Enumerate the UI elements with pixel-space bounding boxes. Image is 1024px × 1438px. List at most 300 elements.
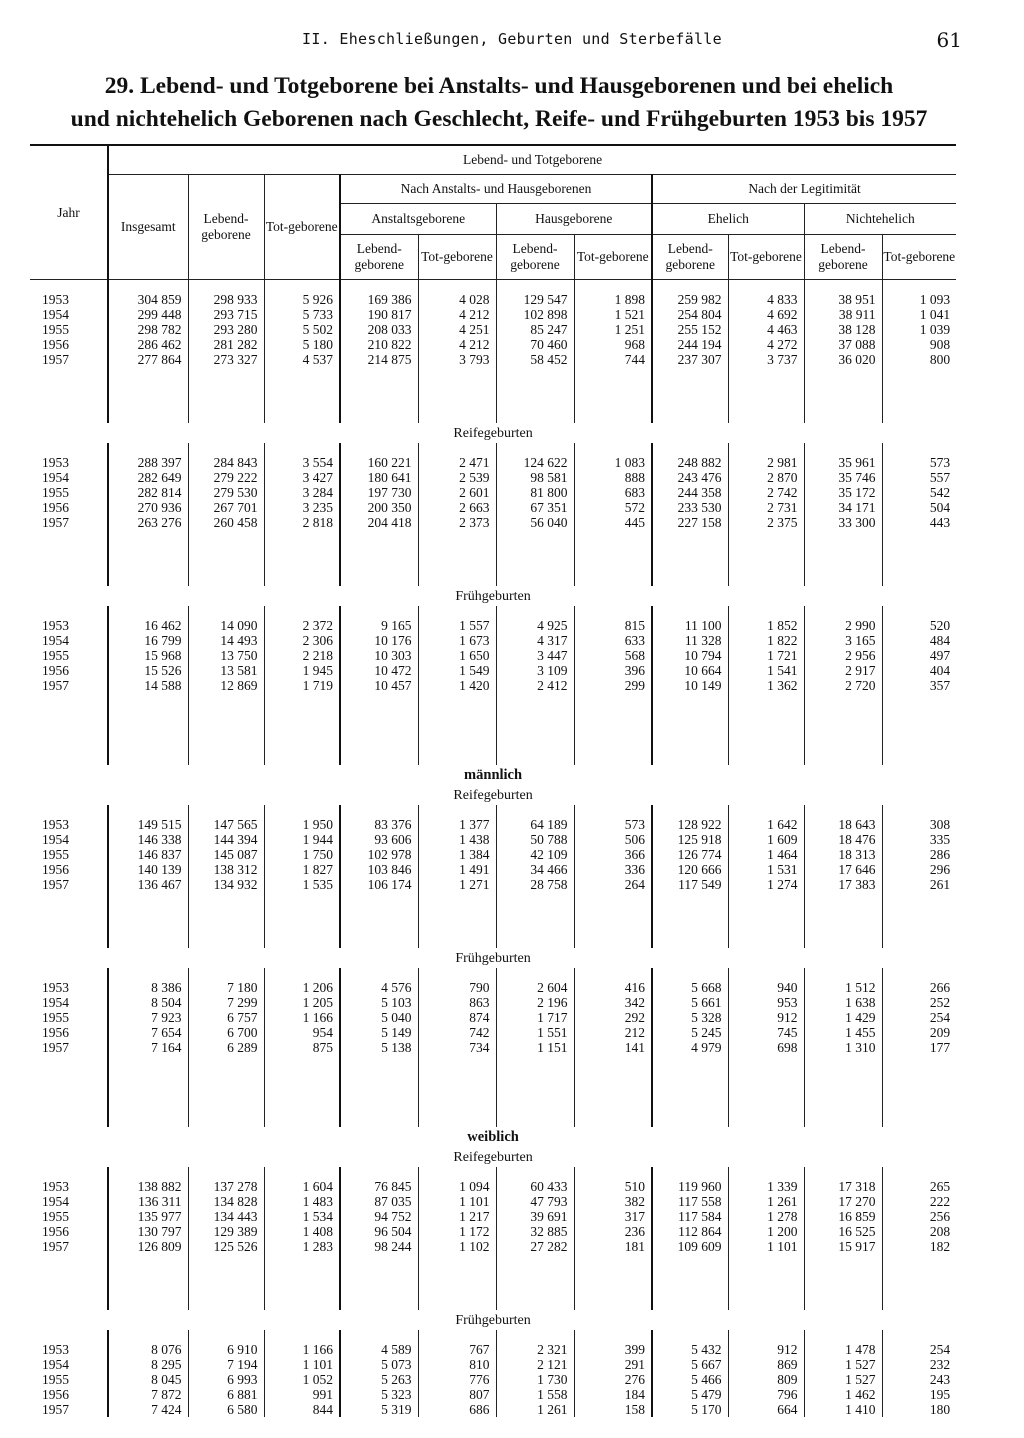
value-cell: 2 373 bbox=[418, 515, 496, 530]
value-cell: 18 476 bbox=[804, 832, 882, 847]
value-cell: 17 318 bbox=[804, 1179, 882, 1194]
section-label: Reifegeburten bbox=[453, 425, 533, 441]
value-cell: 98 244 bbox=[340, 1239, 418, 1254]
value-cell: 734 bbox=[418, 1040, 496, 1055]
col-anstaltsgeborene: Anstaltsgeborene bbox=[340, 204, 496, 235]
year-cell: 1954 bbox=[42, 995, 69, 1010]
value-cell: 542 bbox=[882, 485, 956, 500]
year-cell: 1956 bbox=[42, 1387, 69, 1402]
value-cell: 4 463 bbox=[728, 322, 804, 337]
table-row bbox=[30, 648, 956, 663]
value-cell: 4 317 bbox=[496, 633, 574, 648]
value-cell: 125 526 bbox=[188, 1239, 264, 1254]
value-cell: 506 bbox=[574, 832, 652, 847]
value-cell: 800 bbox=[882, 352, 956, 367]
value-cell: 1 102 bbox=[418, 1239, 496, 1254]
col-insgesamt: Insgesamt bbox=[108, 175, 188, 280]
col-group-anstalt-haus: Nach Anstalts- und Hausgeborenen bbox=[340, 175, 652, 204]
value-cell: 8 295 bbox=[108, 1357, 188, 1372]
value-cell: 744 bbox=[574, 352, 652, 367]
value-cell: 8 045 bbox=[108, 1372, 188, 1387]
value-cell: 4 537 bbox=[264, 352, 340, 367]
value-cell: 14 588 bbox=[108, 678, 188, 693]
spacer-row bbox=[30, 892, 956, 948]
value-cell: 991 bbox=[264, 1387, 340, 1402]
table-row bbox=[30, 322, 956, 337]
value-cell: 6 993 bbox=[188, 1372, 264, 1387]
year-cell: 1954 bbox=[42, 1357, 69, 1372]
value-cell: 138 312 bbox=[188, 862, 264, 877]
value-cell: 954 bbox=[264, 1025, 340, 1040]
value-cell: 237 307 bbox=[652, 352, 728, 367]
value-cell: 94 752 bbox=[340, 1209, 418, 1224]
value-cell: 1 673 bbox=[418, 633, 496, 648]
value-cell: 134 443 bbox=[188, 1209, 264, 1224]
value-cell: 7 872 bbox=[108, 1387, 188, 1402]
value-cell: 844 bbox=[264, 1402, 340, 1417]
section-label-row bbox=[30, 948, 956, 968]
value-cell: 15 526 bbox=[108, 663, 188, 678]
year-cell: 1957 bbox=[42, 1402, 69, 1417]
value-cell: 298 933 bbox=[188, 292, 264, 307]
table-row bbox=[30, 1402, 956, 1417]
table-row bbox=[30, 817, 956, 832]
value-cell: 81 800 bbox=[496, 485, 574, 500]
value-cell: 50 788 bbox=[496, 832, 574, 847]
value-cell: 128 922 bbox=[652, 817, 728, 832]
value-cell: 1 558 bbox=[496, 1387, 574, 1402]
value-cell: 5 103 bbox=[340, 995, 418, 1010]
value-cell: 875 bbox=[264, 1040, 340, 1055]
value-cell: 16 859 bbox=[804, 1209, 882, 1224]
value-cell: 5 263 bbox=[340, 1372, 418, 1387]
value-cell: 304 859 bbox=[108, 292, 188, 307]
value-cell: 2 306 bbox=[264, 633, 340, 648]
col-haus-lebend: Lebend-geborene bbox=[496, 235, 574, 280]
value-cell: 2 731 bbox=[728, 500, 804, 515]
value-cell: 1 052 bbox=[264, 1372, 340, 1387]
table-row bbox=[30, 1010, 956, 1025]
year-cell: 1956 bbox=[42, 862, 69, 877]
year-cell: 1955 bbox=[42, 1010, 69, 1025]
value-cell: 35 746 bbox=[804, 470, 882, 485]
value-cell: 147 565 bbox=[188, 817, 264, 832]
value-cell: 136 467 bbox=[108, 877, 188, 892]
value-cell: 98 581 bbox=[496, 470, 574, 485]
value-cell: 1 719 bbox=[264, 678, 340, 693]
value-cell: 1 166 bbox=[264, 1342, 340, 1357]
value-cell: 76 845 bbox=[340, 1179, 418, 1194]
value-cell: 282 814 bbox=[108, 485, 188, 500]
table-row bbox=[30, 980, 956, 995]
value-cell: 2 604 bbox=[496, 980, 574, 995]
value-cell: 252 bbox=[882, 995, 956, 1010]
value-cell: 1 549 bbox=[418, 663, 496, 678]
value-cell: 1 377 bbox=[418, 817, 496, 832]
value-cell: 1 827 bbox=[264, 862, 340, 877]
value-cell: 134 932 bbox=[188, 877, 264, 892]
value-cell: 4 576 bbox=[340, 980, 418, 995]
value-cell: 5 733 bbox=[264, 307, 340, 322]
value-cell: 158 bbox=[574, 1402, 652, 1417]
value-cell: 1 609 bbox=[728, 832, 804, 847]
value-cell: 5 138 bbox=[340, 1040, 418, 1055]
table-row bbox=[30, 515, 956, 530]
table-row bbox=[30, 1025, 956, 1040]
value-cell: 255 152 bbox=[652, 322, 728, 337]
year-cell: 1953 bbox=[42, 1342, 69, 1357]
value-cell: 940 bbox=[728, 980, 804, 995]
value-cell: 14 090 bbox=[188, 618, 264, 633]
table-row bbox=[30, 1342, 956, 1357]
year-cell: 1957 bbox=[42, 678, 69, 693]
value-cell: 1 642 bbox=[728, 817, 804, 832]
value-cell: 3 427 bbox=[264, 470, 340, 485]
year-cell: 1956 bbox=[42, 1025, 69, 1040]
value-cell: 17 270 bbox=[804, 1194, 882, 1209]
value-cell: 1 200 bbox=[728, 1224, 804, 1239]
value-cell: 1 362 bbox=[728, 678, 804, 693]
value-cell: 145 087 bbox=[188, 847, 264, 862]
section-label-row bbox=[30, 785, 956, 805]
value-cell: 869 bbox=[728, 1357, 804, 1372]
value-cell: 5 073 bbox=[340, 1357, 418, 1372]
value-cell: 1 384 bbox=[418, 847, 496, 862]
value-cell: 126 774 bbox=[652, 847, 728, 862]
value-cell: 6 580 bbox=[188, 1402, 264, 1417]
value-cell: 1 527 bbox=[804, 1357, 882, 1372]
table-row bbox=[30, 862, 956, 877]
value-cell: 1 491 bbox=[418, 862, 496, 877]
value-cell: 141 bbox=[574, 1040, 652, 1055]
value-cell: 11 328 bbox=[652, 633, 728, 648]
value-cell: 10 149 bbox=[652, 678, 728, 693]
value-cell: 3 109 bbox=[496, 663, 574, 678]
value-cell: 4 692 bbox=[728, 307, 804, 322]
year-cell: 1955 bbox=[42, 847, 69, 862]
value-cell: 214 875 bbox=[340, 352, 418, 367]
value-cell: 32 885 bbox=[496, 1224, 574, 1239]
value-cell: 5 926 bbox=[264, 292, 340, 307]
value-cell: 299 bbox=[574, 678, 652, 693]
col-hausgeborene: Hausgeborene bbox=[496, 204, 652, 235]
value-cell: 109 609 bbox=[652, 1239, 728, 1254]
table-row bbox=[30, 1194, 956, 1209]
col-anstalt-tot: Tot-geborene bbox=[418, 235, 496, 280]
value-cell: 209 bbox=[882, 1025, 956, 1040]
year-cell: 1954 bbox=[42, 1194, 69, 1209]
value-cell: 135 977 bbox=[108, 1209, 188, 1224]
value-cell: 38 128 bbox=[804, 322, 882, 337]
table-row bbox=[30, 455, 956, 470]
value-cell: 2 956 bbox=[804, 648, 882, 663]
value-cell: 796 bbox=[728, 1387, 804, 1402]
table-row bbox=[30, 1239, 956, 1254]
year-cell: 1957 bbox=[42, 1239, 69, 1254]
value-cell: 119 960 bbox=[652, 1179, 728, 1194]
value-cell: 1 717 bbox=[496, 1010, 574, 1025]
value-cell: 4 589 bbox=[340, 1342, 418, 1357]
value-cell: 1 172 bbox=[418, 1224, 496, 1239]
value-cell: 7 424 bbox=[108, 1402, 188, 1417]
value-cell: 2 990 bbox=[804, 618, 882, 633]
value-cell: 1 483 bbox=[264, 1194, 340, 1209]
value-cell: 1 512 bbox=[804, 980, 882, 995]
table-row bbox=[30, 618, 956, 633]
value-cell: 2 196 bbox=[496, 995, 574, 1010]
value-cell: 260 458 bbox=[188, 515, 264, 530]
value-cell: 17 646 bbox=[804, 862, 882, 877]
value-cell: 5 661 bbox=[652, 995, 728, 1010]
value-cell: 204 418 bbox=[340, 515, 418, 530]
year-cell: 1955 bbox=[42, 1209, 69, 1224]
value-cell: 282 649 bbox=[108, 470, 188, 485]
value-cell: 1 093 bbox=[882, 292, 956, 307]
value-cell: 34 466 bbox=[496, 862, 574, 877]
value-cell: 38 911 bbox=[804, 307, 882, 322]
value-cell: 180 641 bbox=[340, 470, 418, 485]
value-cell: 2 375 bbox=[728, 515, 804, 530]
year-cell: 1953 bbox=[42, 618, 69, 633]
value-cell: 38 951 bbox=[804, 292, 882, 307]
value-cell: 912 bbox=[728, 1010, 804, 1025]
value-cell: 103 846 bbox=[340, 862, 418, 877]
table-body bbox=[30, 280, 956, 1418]
value-cell: 144 394 bbox=[188, 832, 264, 847]
col-group-lebend-tot: Lebend- und Totgeborene bbox=[108, 145, 956, 175]
value-cell: 14 493 bbox=[188, 633, 264, 648]
value-cell: 64 189 bbox=[496, 817, 574, 832]
value-cell: 17 383 bbox=[804, 877, 882, 892]
value-cell: 520 bbox=[882, 618, 956, 633]
value-cell: 698 bbox=[728, 1040, 804, 1055]
value-cell: 4 272 bbox=[728, 337, 804, 352]
value-cell: 5 502 bbox=[264, 322, 340, 337]
value-cell: 210 822 bbox=[340, 337, 418, 352]
value-cell: 6 757 bbox=[188, 1010, 264, 1025]
col-group-legitimitaet: Nach der Legitimität bbox=[652, 175, 956, 204]
value-cell: 568 bbox=[574, 648, 652, 663]
value-cell: 572 bbox=[574, 500, 652, 515]
value-cell: 146 338 bbox=[108, 832, 188, 847]
value-cell: 279 222 bbox=[188, 470, 264, 485]
value-cell: 1 206 bbox=[264, 980, 340, 995]
value-cell: 683 bbox=[574, 485, 652, 500]
value-cell: 404 bbox=[882, 663, 956, 678]
year-cell: 1957 bbox=[42, 352, 69, 367]
table-row bbox=[30, 1372, 956, 1387]
value-cell: 1 283 bbox=[264, 1239, 340, 1254]
table-row bbox=[30, 1179, 956, 1194]
value-cell: 8 504 bbox=[108, 995, 188, 1010]
value-cell: 261 bbox=[882, 877, 956, 892]
table-row bbox=[30, 470, 956, 485]
value-cell: 1 166 bbox=[264, 1010, 340, 1025]
value-cell: 263 276 bbox=[108, 515, 188, 530]
value-cell: 510 bbox=[574, 1179, 652, 1194]
value-cell: 208 033 bbox=[340, 322, 418, 337]
value-cell: 195 bbox=[882, 1387, 956, 1402]
col-ehelich: Ehelich bbox=[652, 204, 804, 235]
page-number: 61 bbox=[936, 28, 962, 52]
value-cell: 248 882 bbox=[652, 455, 728, 470]
value-cell: 504 bbox=[882, 500, 956, 515]
value-cell: 112 864 bbox=[652, 1224, 728, 1239]
spacer-row bbox=[30, 968, 956, 980]
statistics-table bbox=[30, 144, 956, 1417]
year-cell: 1955 bbox=[42, 1372, 69, 1387]
year-cell: 1955 bbox=[42, 648, 69, 663]
value-cell: 5 667 bbox=[652, 1357, 728, 1372]
value-cell: 180 bbox=[882, 1402, 956, 1417]
value-cell: 1 039 bbox=[882, 322, 956, 337]
year-cell: 1957 bbox=[42, 515, 69, 530]
col-nichtehelich-lebend: Lebend-geborene bbox=[804, 235, 882, 280]
year-cell: 1957 bbox=[42, 877, 69, 892]
value-cell: 1 261 bbox=[728, 1194, 804, 1209]
value-cell: 4 251 bbox=[418, 322, 496, 337]
value-cell: 11 100 bbox=[652, 618, 728, 633]
value-cell: 3 554 bbox=[264, 455, 340, 470]
value-cell: 1 535 bbox=[264, 877, 340, 892]
sex-label-row bbox=[30, 765, 956, 785]
section-label: Frühgeburten bbox=[455, 588, 531, 604]
value-cell: 1 534 bbox=[264, 1209, 340, 1224]
year-cell: 1955 bbox=[42, 322, 69, 337]
value-cell: 445 bbox=[574, 515, 652, 530]
value-cell: 200 350 bbox=[340, 500, 418, 515]
value-cell: 299 448 bbox=[108, 307, 188, 322]
value-cell: 243 476 bbox=[652, 470, 728, 485]
value-cell: 5 319 bbox=[340, 1402, 418, 1417]
value-cell: 6 881 bbox=[188, 1387, 264, 1402]
value-cell: 181 bbox=[574, 1239, 652, 1254]
value-cell: 790 bbox=[418, 980, 496, 995]
value-cell: 767 bbox=[418, 1342, 496, 1357]
value-cell: 4 979 bbox=[652, 1040, 728, 1055]
value-cell: 8 386 bbox=[108, 980, 188, 995]
value-cell: 5 323 bbox=[340, 1387, 418, 1402]
value-cell: 87 035 bbox=[340, 1194, 418, 1209]
value-cell: 259 982 bbox=[652, 292, 728, 307]
value-cell: 244 358 bbox=[652, 485, 728, 500]
value-cell: 1 478 bbox=[804, 1342, 882, 1357]
value-cell: 39 691 bbox=[496, 1209, 574, 1224]
value-cell: 5 432 bbox=[652, 1342, 728, 1357]
value-cell: 1 151 bbox=[496, 1040, 574, 1055]
value-cell: 1 638 bbox=[804, 995, 882, 1010]
value-cell: 308 bbox=[882, 817, 956, 832]
year-cell: 1953 bbox=[42, 292, 69, 307]
value-cell: 10 457 bbox=[340, 678, 418, 693]
value-cell: 396 bbox=[574, 663, 652, 678]
value-cell: 1 278 bbox=[728, 1209, 804, 1224]
value-cell: 3 235 bbox=[264, 500, 340, 515]
value-cell: 912 bbox=[728, 1342, 804, 1357]
table-row bbox=[30, 1387, 956, 1402]
value-cell: 270 936 bbox=[108, 500, 188, 515]
spacer-row bbox=[30, 443, 956, 455]
value-cell: 5 668 bbox=[652, 980, 728, 995]
value-cell: 27 282 bbox=[496, 1239, 574, 1254]
year-cell: 1953 bbox=[42, 980, 69, 995]
value-cell: 129 389 bbox=[188, 1224, 264, 1239]
year-cell: 1953 bbox=[42, 455, 69, 470]
value-cell: 264 bbox=[574, 877, 652, 892]
value-cell: 399 bbox=[574, 1342, 652, 1357]
section-label: Frühgeburten bbox=[455, 1312, 531, 1328]
col-anstalt-lebend: Lebend-geborene bbox=[340, 235, 418, 280]
col-lebendgeborene-total: Lebend-geborene bbox=[188, 175, 264, 280]
value-cell: 12 869 bbox=[188, 678, 264, 693]
value-cell: 37 088 bbox=[804, 337, 882, 352]
value-cell: 1 531 bbox=[728, 862, 804, 877]
value-cell: 83 376 bbox=[340, 817, 418, 832]
value-cell: 1 261 bbox=[496, 1402, 574, 1417]
value-cell: 4 833 bbox=[728, 292, 804, 307]
value-cell: 809 bbox=[728, 1372, 804, 1387]
value-cell: 1 852 bbox=[728, 618, 804, 633]
value-cell: 140 139 bbox=[108, 862, 188, 877]
value-cell: 664 bbox=[728, 1402, 804, 1417]
value-cell: 1 944 bbox=[264, 832, 340, 847]
value-cell: 208 bbox=[882, 1224, 956, 1239]
value-cell: 7 923 bbox=[108, 1010, 188, 1025]
value-cell: 1 527 bbox=[804, 1372, 882, 1387]
value-cell: 146 837 bbox=[108, 847, 188, 862]
value-cell: 279 530 bbox=[188, 485, 264, 500]
table-title-line-2: und nichtehelich Geborenen nach Geschlecht, Reife- und Frühgeburten 1953 bis 1957 bbox=[70, 106, 928, 132]
value-cell: 36 020 bbox=[804, 352, 882, 367]
value-cell: 233 530 bbox=[652, 500, 728, 515]
value-cell: 888 bbox=[574, 470, 652, 485]
value-cell: 1 410 bbox=[804, 1402, 882, 1417]
value-cell: 124 622 bbox=[496, 455, 574, 470]
table-row bbox=[30, 678, 956, 693]
value-cell: 254 bbox=[882, 1010, 956, 1025]
value-cell: 7 194 bbox=[188, 1357, 264, 1372]
value-cell: 190 817 bbox=[340, 307, 418, 322]
section-label-row bbox=[30, 1310, 956, 1330]
value-cell: 1 310 bbox=[804, 1040, 882, 1055]
value-cell: 7 164 bbox=[108, 1040, 188, 1055]
year-cell: 1956 bbox=[42, 1224, 69, 1239]
value-cell: 1 950 bbox=[264, 817, 340, 832]
value-cell: 120 666 bbox=[652, 862, 728, 877]
value-cell: 2 372 bbox=[264, 618, 340, 633]
value-cell: 93 606 bbox=[340, 832, 418, 847]
year-cell: 1956 bbox=[42, 500, 69, 515]
section-label: Reifegeburten bbox=[453, 1149, 533, 1165]
value-cell: 10 472 bbox=[340, 663, 418, 678]
value-cell: 85 247 bbox=[496, 322, 574, 337]
value-cell: 1 730 bbox=[496, 1372, 574, 1387]
value-cell: 2 539 bbox=[418, 470, 496, 485]
value-cell: 129 547 bbox=[496, 292, 574, 307]
value-cell: 34 171 bbox=[804, 500, 882, 515]
col-haus-tot: Tot-geborene bbox=[574, 235, 652, 280]
value-cell: 1 521 bbox=[574, 307, 652, 322]
value-cell: 686 bbox=[418, 1402, 496, 1417]
section-label-row bbox=[30, 1147, 956, 1167]
value-cell: 10 664 bbox=[652, 663, 728, 678]
value-cell: 182 bbox=[882, 1239, 956, 1254]
value-cell: 4 212 bbox=[418, 307, 496, 322]
table-row bbox=[30, 337, 956, 352]
table-row bbox=[30, 995, 956, 1010]
value-cell: 3 447 bbox=[496, 648, 574, 663]
value-cell: 1 464 bbox=[728, 847, 804, 862]
